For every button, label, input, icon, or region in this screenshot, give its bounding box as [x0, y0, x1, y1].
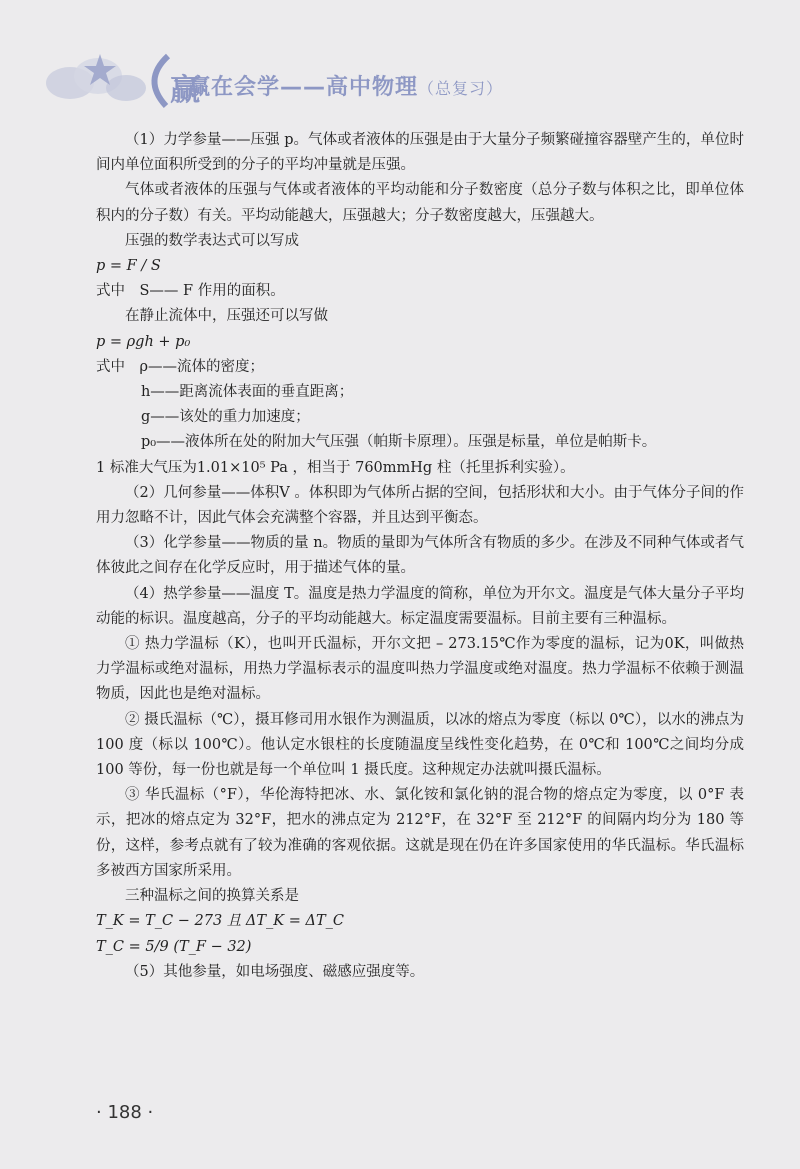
page-number: · 188 · [96, 1102, 154, 1123]
definition-p0: p₀——液体所在处的附加大气压强（帕斯卡原理）。压强是标量，单位是帕斯卡。 [140, 434, 657, 451]
paragraph-kelvin-scale: ① 热力学温标（K），也叫开氏温标，开尔文把 – 273.15℃作为零度的温标，记为0K，叫做热力学温标或绝对温标，用热力学温标表示的温度叫热力学温度或绝对温度。热力学温标不依赖于测温物质，因此也是绝对温标。 [96, 636, 744, 703]
equation-celsius-fahrenheit: T_C = 5/9 (T_F − 32) [96, 938, 252, 955]
paragraph-standard-atmosphere: 1 标准大气压为1.01×10⁵ Pa ，相当于 760mmHg 柱（托里拆利实验）。 [96, 459, 575, 476]
equation-kelvin-celsius: T_K = T_C − 273 且 ΔT_K = ΔT_C [96, 913, 344, 930]
svg-text:赢: 赢 [170, 73, 200, 108]
equation-fluid-pressure: p = ρgh + p₀ [96, 333, 191, 350]
header-cloud-deco-icon [40, 38, 200, 118]
paragraph-pressure-def: （1）力学参量——压强 p。气体或者液体的压强是由于大量分子频繁碰撞容器壁产生的，单位时间内单位面积所受到的分子的平均冲量就是压强。 [96, 132, 744, 174]
definition-h: h——距离流体表面的垂直距离； [140, 384, 354, 401]
paragraph-other-parameters: （5）其他参量，如电场强度、磁感应强度等。 [125, 963, 425, 980]
page-body [96, 128, 744, 985]
paragraph-conversion-intro: 三种温标之间的换算关系是 [125, 888, 299, 905]
page-header [40, 38, 760, 118]
book-title-sub: （总复习） [418, 79, 504, 98]
book-title-main: 赢在会学——高中物理 [188, 75, 419, 100]
paragraph-temperature: （4）热学参量——温度 T。温度是热力学温度的简称，单位为开尔文。温度是气体大量分子平均动能的标识。温度越高，分子的平均动能越大。标定温度需要温标。目前主要有三种温标。 [96, 585, 744, 627]
paragraph-celsius-scale: ② 摄氏温标（℃），摄耳修司用水银作为测温质，以冰的熔点为零度（标以 0℃），以水的沸点为 100 度（标以 100℃）。他认定水银柱的长度随温度呈线性变化趋势，在 0℃和 100℃之间均分成 100 等份，每一份也就是每一个单位叫 1 摄氏度。这种规定办法就叫摄氏温标。 [96, 711, 744, 779]
paragraph-amount-of-substance: （3）化学参量——物质的量 n。物质的量即为气体所含有物质的多少。在涉及不同种气体或者气体彼此之间存在化学反应时，用于描述气体的量。 [96, 535, 744, 577]
definition-g: g——该处的重力加速度； [140, 409, 310, 426]
paragraph-s-definition: 式中 S—— F 作用的面积。 [96, 283, 285, 300]
paragraph-fluid-intro: 在静止流体中，压强还可以写做 [125, 308, 328, 325]
definition-rho: 式中 ρ——流体的密度； [96, 358, 265, 375]
paragraph-pressure-formula-intro: 压强的数学表达式可以写成 [125, 232, 299, 249]
paragraph-volume: （2）几何参量——体积V 。体积即为气体所占据的空间，包括形状和大小。由于气体分子间的作用力忽略不计，因此气体会充满整个容器，并且达到平衡态。 [96, 484, 744, 527]
equation-pressure-force-area: p = F / S [96, 258, 161, 275]
paragraph-fahrenheit-scale: ③ 华氏温标（°F），华伦海特把冰、水、氯化铵和氯化钠的混合物的熔点定为零度，以 0°F 表示，把冰的熔点定为 32°F，把水的沸点定为 212°F，在 32°F 至 212°F 的间隔内均分为 180 等份，这样，参考点就有了较为准确的客观依据。这就是现在仍在许多国家使用的华氏温标。华氏温标多被西方国家所采用。 [96, 787, 744, 879]
paragraph-pressure-factors: 气体或者液体的压强与气体或者液体的平均动能和分子数密度（总分子数与体积之比，即单位体积内的分子数）有关。平均动能越大，压强越大；分子数密度越大，压强越大。 [96, 182, 744, 224]
book-title [188, 70, 503, 101]
